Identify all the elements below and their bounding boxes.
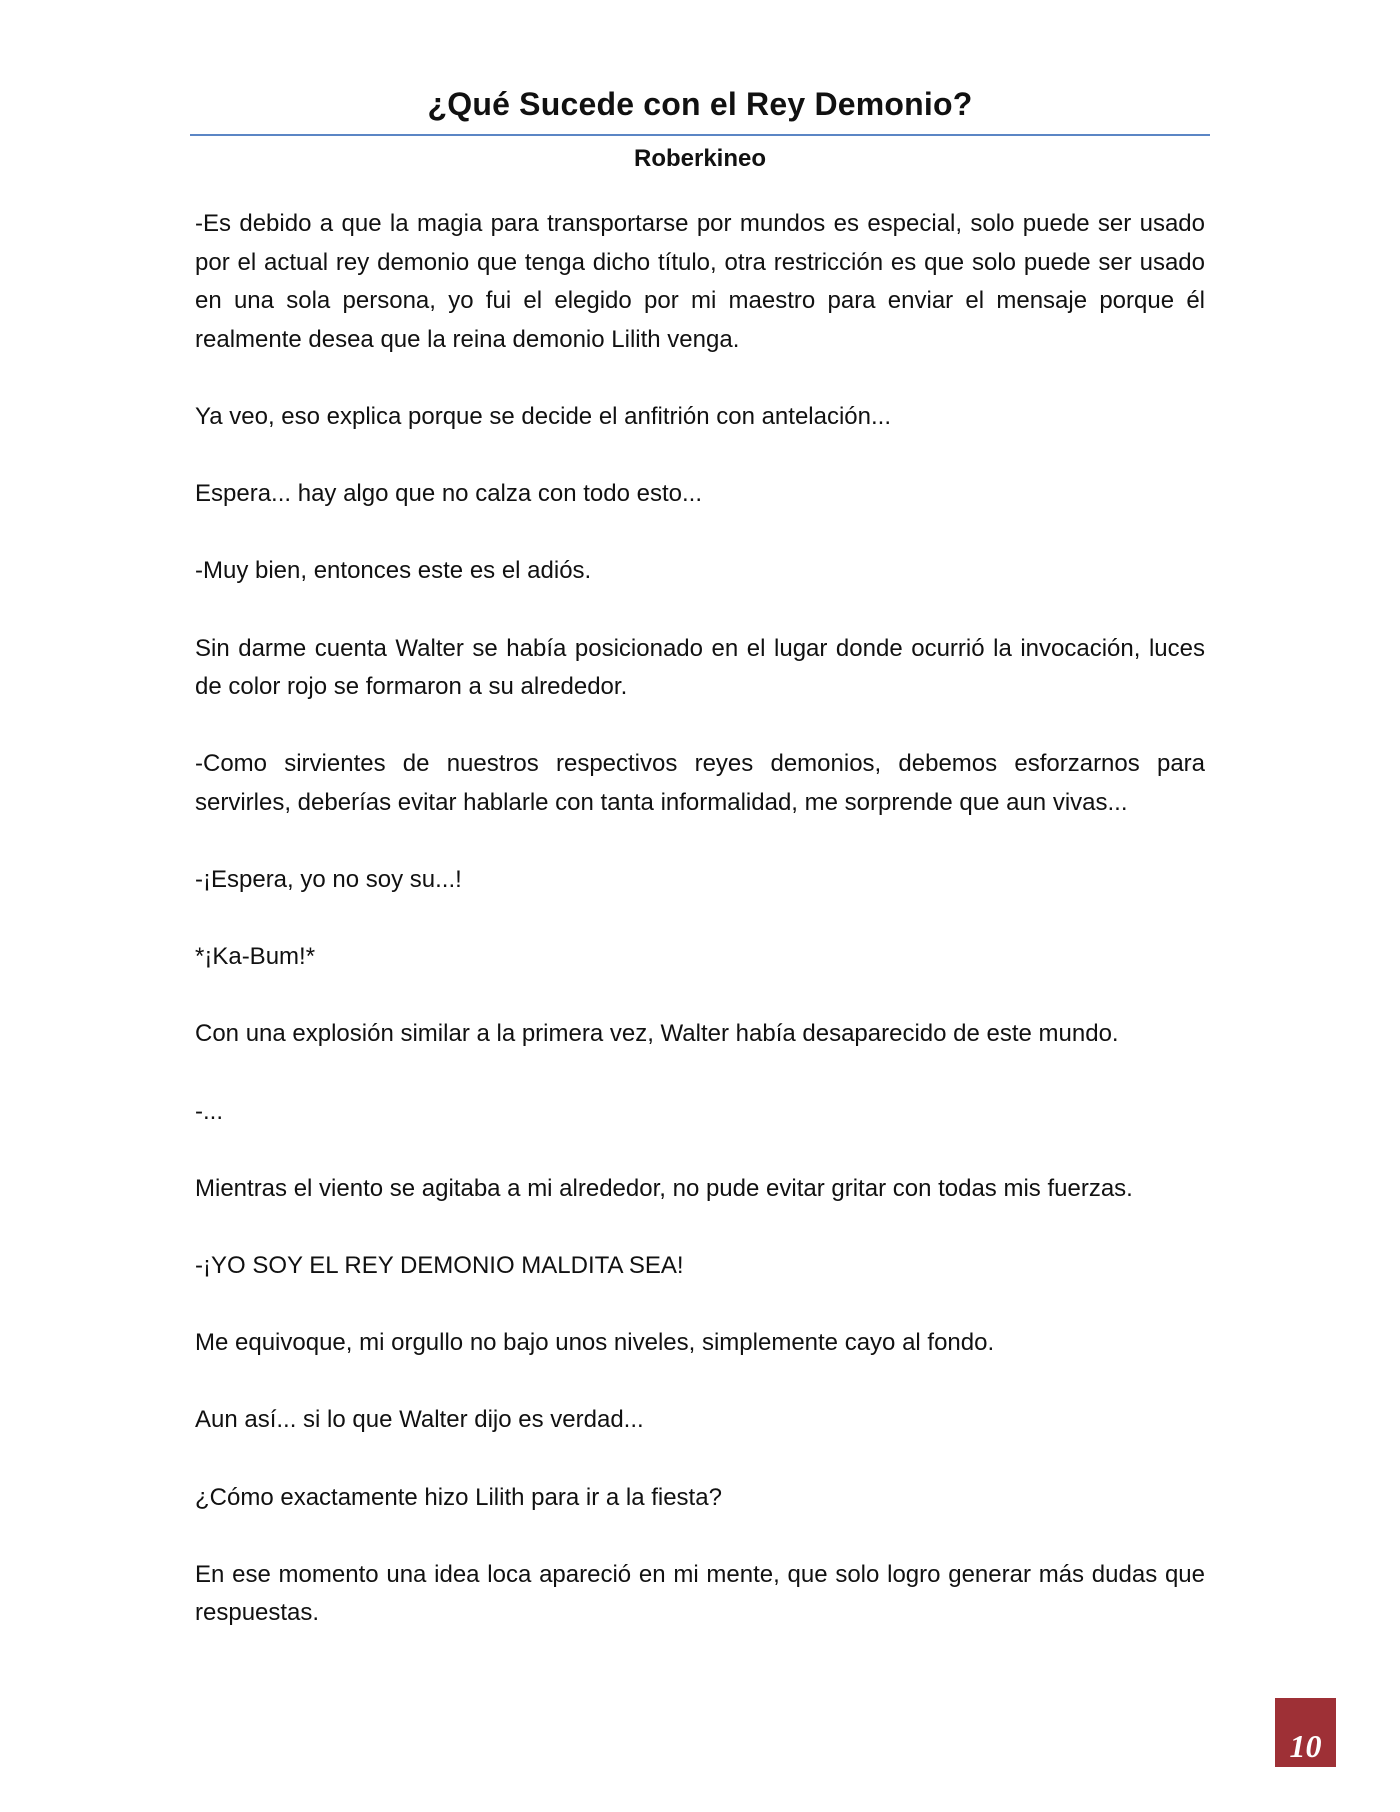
page-number-underline (1275, 1764, 1336, 1767)
page-number: 10 (1289, 1728, 1322, 1764)
paragraph: Mientras el viento se agitaba a mi alrededor, no pude evitar gritar con todas mis fuerzas. (195, 1174, 1133, 1202)
title-divider (190, 134, 1210, 136)
paragraph: Aun así... si lo que Walter dijo es verdad... (195, 1406, 644, 1434)
paragraph: ¿Cómo exactamente hizo Lilith para ir a la fiesta? (195, 1483, 722, 1511)
paragraph: Espera... hay algo que no calza con todo esto... (195, 480, 702, 508)
paragraph: -Muy bien, entonces este es el adiós. (195, 557, 592, 585)
author-name: Roberkineo (633, 145, 767, 172)
paragraph: *¡Ka-Bum!* (195, 943, 316, 971)
paragraph: Ya veo, eso explica porque se decide el anfitrión con antelación... (195, 402, 891, 430)
paragraph: Sin darme cuenta Walter se había posicionado en el lugar donde ocurrió la invocación, luces de color rojo se formaron a su alrededor. (195, 634, 1205, 701)
paragraph: -Como sirvientes de nuestros respectivos reyes demonios, debemos esforzarnos para servirles, deberías evitar hablarle con tanta informalidad, me sorprende que aun vivas... (195, 750, 1205, 816)
page-number-badge (1275, 1698, 1336, 1770)
paragraph: -... (195, 1097, 223, 1125)
paragraph: En ese momento una idea loca apareció en mi mente, que solo logro generar más dudas que respuestas. (195, 1560, 1205, 1627)
document-body (195, 205, 1205, 1672)
page-header (190, 80, 1210, 176)
paragraph: -¡YO SOY EL REY DEMONIO MALDITA SEA! (195, 1252, 684, 1280)
paragraph: -Es debido a que la magia para transportarse por mundos es especial, solo puede ser usado por el actual rey demonio que tenga dicho título, otra restricción es que solo puede ser usado en una sola persona, yo fui el elegido por mi maestro para enviar el mensaje porque él realmente desea que la reina demonio Lilith venga. (195, 210, 1205, 353)
paragraph: Me equivoque, mi orgullo no bajo unos niveles, simplemente cayo al fondo. (195, 1329, 995, 1357)
paragraph: -¡Espera, yo no soy su...! (195, 866, 462, 894)
document-title: ¿Qué Sucede con el Rey Demonio? (427, 86, 973, 122)
paragraph: Con una explosión similar a la primera vez, Walter había desaparecido de este mundo. (195, 1020, 1119, 1048)
